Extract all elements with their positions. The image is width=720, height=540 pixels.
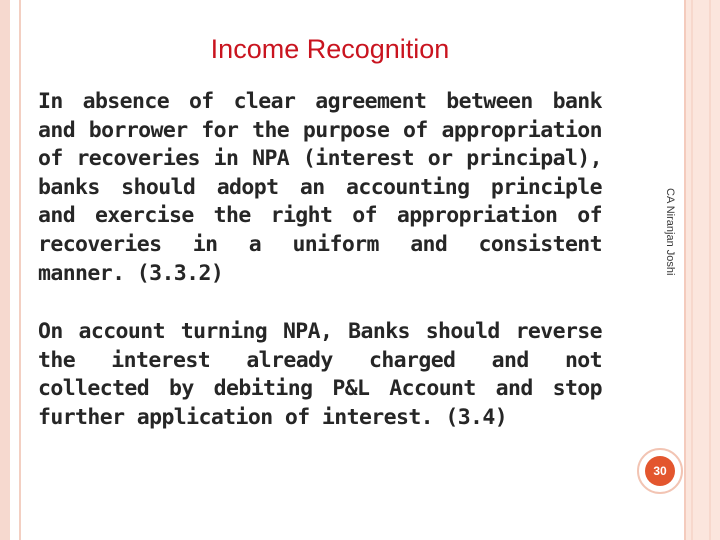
slide-title: Income Recognition — [210, 34, 450, 64]
page-number: 30 — [645, 456, 675, 486]
right-decor-line — [691, 0, 693, 540]
left-decor-bar — [0, 0, 10, 540]
paragraph-income-appropriation: In absence of clear agreement between bank and borrower for the purpose of appropriation of recoveries in NPA (interest or principal), banks should adopt an accounting principle and exercise the right of appropriation of recoveries in a uniform and consistent manner. (3.3.2) — [38, 89, 602, 286]
right-decor-band — [684, 0, 720, 540]
author-label: CA Niranjan Joshi — [664, 188, 676, 276]
right-decor-line — [709, 0, 711, 540]
page-number-badge — [637, 448, 683, 494]
paragraph-interest-reversal: On account turning NPA, Banks should reverse the interest already charged and not collected by debiting P&L Account and stop further application of interest. (3.4) — [38, 319, 602, 430]
left-decor-line — [19, 0, 21, 540]
right-decor-line — [684, 0, 686, 540]
